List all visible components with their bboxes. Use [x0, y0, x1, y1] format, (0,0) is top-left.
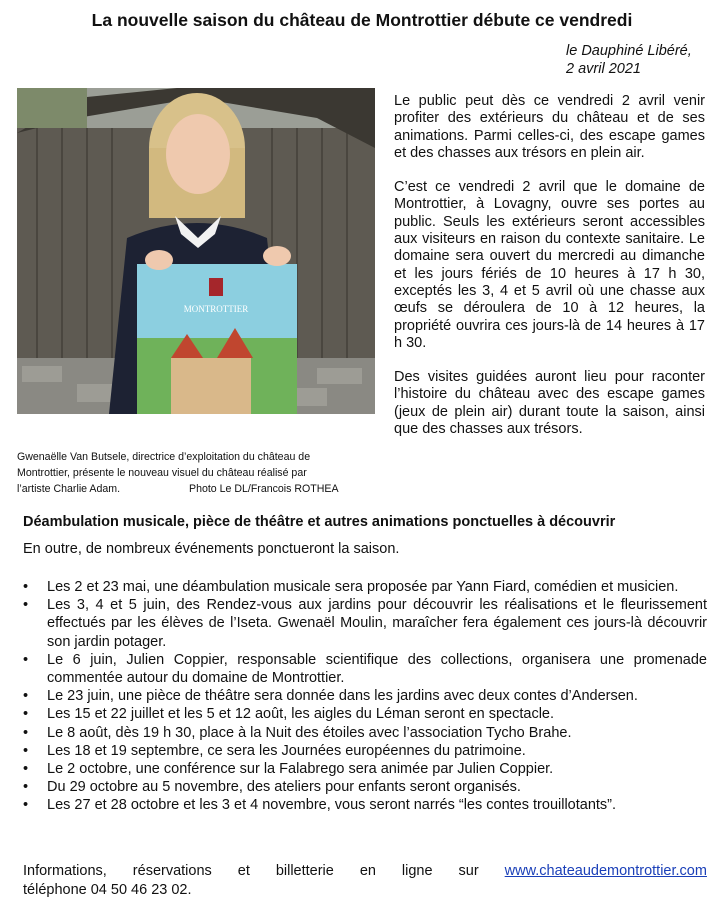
footer-word: réservations — [132, 863, 212, 879]
event-text: Du 29 octobre au 5 novembre, des ateliers pour enfants seront organisés. — [47, 779, 521, 796]
event-text: Le 2 octobre, une conférence sur la Falabrego sera animée par Julien Coppier. — [47, 761, 554, 778]
bullet: • — [23, 651, 29, 668]
website-link[interactable]: www.chateaudemontrottier.com — [504, 863, 707, 879]
article-source — [566, 42, 692, 78]
bullet: • — [23, 779, 29, 796]
article-body — [394, 93, 705, 438]
footer-word: en — [359, 863, 376, 879]
footer-info — [23, 862, 707, 899]
list-item — [23, 705, 707, 723]
caption-line: Gwenaëlle Van Butsele, directrice d’exploitation du château de — [17, 451, 311, 463]
body-paragraph: Le public peut dès ce vendredi 2 avril venir profiter des extérieurs du château et de ses animations. Parmi celles-ci, des escape games et des chasses aux trésors en plein air. — [394, 93, 705, 161]
bullet: • — [23, 579, 29, 595]
section-heading: Déambulation musicale, pièce de théâtre et autres animations ponctuelles à découvrir — [23, 514, 616, 530]
footer-phone: téléphone 04 50 46 23 02. — [23, 881, 192, 898]
bullet: • — [23, 797, 29, 814]
body-paragraph: Des visites guidées auront lieu pour raconter l’histoire du château avec des escape games (jeux de plein air) durant toute la saison, ainsi que des chasses aux trésors. — [394, 369, 705, 438]
event-text: Le 23 juin, une pièce de théâtre sera donnée dans les jardins avec deux contes d’Andersen. — [47, 688, 638, 705]
event-text: Les 18 et 19 septembre, ce sera les Journées européennes du patrimoine. — [47, 742, 526, 759]
list-item — [23, 578, 707, 596]
bullet: • — [23, 742, 29, 759]
footer-word: sur — [458, 863, 479, 879]
source-date: 2 avril 2021 — [566, 61, 641, 77]
bullet: • — [23, 761, 29, 778]
event-text: Les 27 et 28 octobre et les 3 et 4 novembre, vous seront narrés “les contes trouillotants”. — [47, 797, 617, 814]
bullet: • — [23, 597, 29, 614]
list-item — [23, 760, 707, 778]
footer-line — [23, 862, 707, 881]
list-item — [23, 687, 707, 705]
photo-illustration — [17, 88, 375, 414]
bullet: • — [23, 724, 29, 741]
section-intro: En outre, de nombreux événements ponctueront la saison. — [23, 541, 400, 557]
list-item — [23, 742, 707, 760]
event-text: Le 6 juin, Julien Coppier, responsable scientifique des collections, organisera une promenade commentée autour du domaine de Montrottier. — [47, 651, 707, 687]
list-item — [23, 596, 707, 651]
events-list — [23, 578, 707, 815]
poster-title: MONTROTTIER — [183, 304, 249, 314]
bullet: • — [23, 706, 29, 723]
caption-line: l’artiste Charlie Adam. — [17, 483, 121, 495]
photo-credit: Photo Le DL/Francois ROTHEA — [189, 483, 339, 495]
footer-word: Informations, — [23, 863, 107, 879]
bullet: • — [23, 688, 29, 705]
list-item — [23, 778, 707, 796]
footer-word: billetterie — [275, 863, 334, 879]
footer-word: et — [237, 863, 250, 879]
list-item — [23, 724, 707, 742]
list-item — [23, 651, 707, 687]
photo-caption — [17, 449, 377, 497]
list-item — [23, 796, 707, 814]
event-text: Les 3, 4 et 5 juin, des Rendez-vous aux jardins pour découvrir les réalisations et le fleurissement effectués par les élèves de l’Iseta. Gwenaël Moulin, maraîcher fera également ces jours-là découvrir son jardin potager. — [47, 597, 707, 650]
footer-word: ligne — [401, 863, 433, 879]
source-name: le Dauphiné Libéré, — [566, 43, 692, 59]
article-title: La nouvelle saison du château de Montrottier débute ce vendredi — [91, 10, 633, 30]
body-paragraph: C’est ce vendredi 2 avril que le domaine de Montrottier, à Lovagny, ouvre ses portes au public. Seuls les extérieurs seront accessibles aux visiteurs en raison du contexte sanitaire. Le domaine sera ouvert du mercredi au dimanche et les jours fériés de 10 heures à 17 h 30, exceptés les 3, 4 et 5 avril où une chasse aux œufs se déroulera de 10 à 12 heures, la propriété ouvrira ces jours-là de 14 heures à 17 h 30. — [394, 179, 705, 351]
article-photo — [17, 88, 375, 414]
event-text: Les 15 et 22 juillet et les 5 et 12 août, les aigles du Léman seront en spectacle. — [47, 706, 555, 723]
event-text: Le 8 août, dès 19 h 30, place à la Nuit des étoiles avec l’association Tycho Brahe. — [47, 724, 572, 741]
caption-line: Montrottier, présente le nouveau visuel du château réalisé par — [17, 467, 307, 479]
event-text: Les 2 et 23 mai, une déambulation musicale sera proposée par Yann Fiard, comédien et musicien. — [47, 579, 679, 595]
